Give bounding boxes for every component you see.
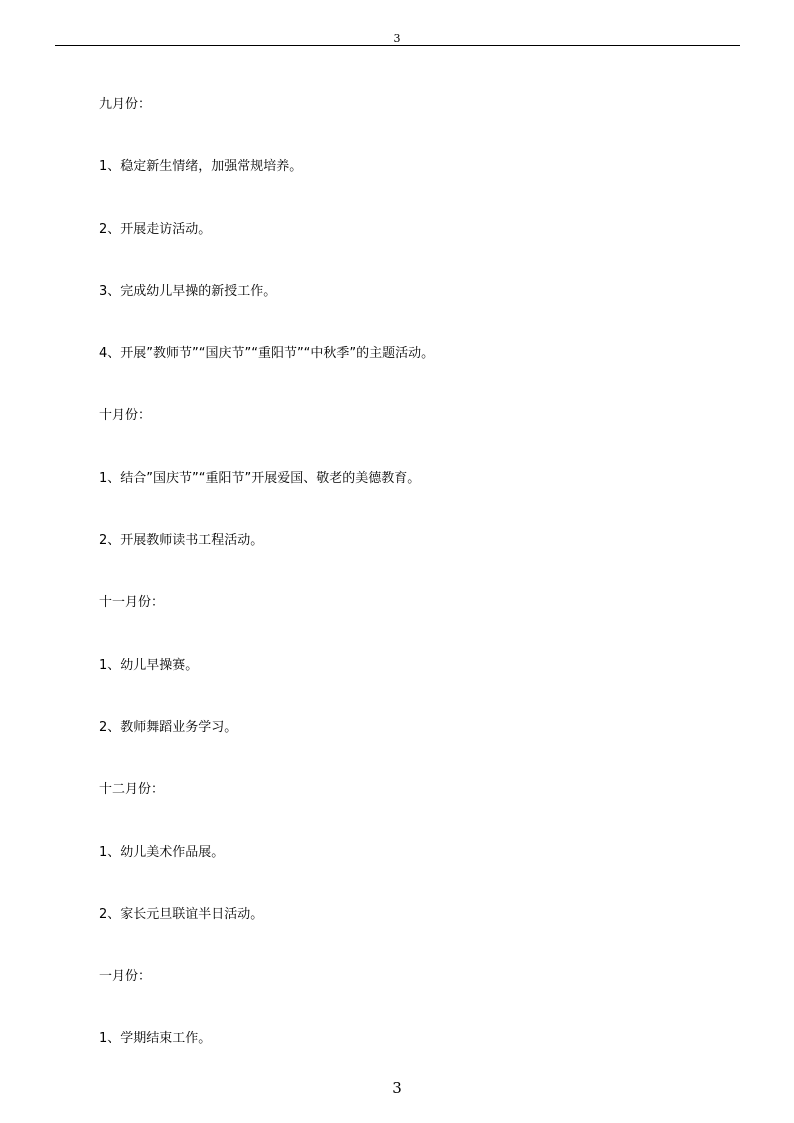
month-heading-november: 十一月份： bbox=[99, 595, 165, 611]
header-divider bbox=[55, 45, 740, 46]
list-item: 2、开展走访活动。 bbox=[99, 221, 212, 237]
month-heading-december: 十二月份： bbox=[99, 782, 165, 798]
header-page-number: 3 bbox=[393, 32, 401, 45]
list-item: 1、稳定新生情绪，加强常规培养。 bbox=[99, 159, 303, 175]
list-item: 4、开展”教师节”“国庆节”“重阳节”“中秋季”的主题活动。 bbox=[99, 346, 435, 362]
list-item: 2、教师舞蹈业务学习。 bbox=[99, 719, 238, 735]
list-item: 1、学期结束工作。 bbox=[99, 1031, 212, 1047]
month-heading-january: 一月份： bbox=[99, 969, 152, 985]
month-heading-october: 十月份： bbox=[99, 408, 152, 424]
list-item: 1、幼儿美术作品展。 bbox=[99, 844, 225, 860]
list-item: 2、家长元旦联谊半日活动。 bbox=[99, 906, 264, 922]
list-item: 1、幼儿早操赛。 bbox=[99, 657, 199, 673]
list-item: 3、完成幼儿早操的新授工作。 bbox=[99, 283, 277, 299]
month-heading-september: 九月份： bbox=[99, 97, 152, 112]
list-item: 2、开展教师读书工程活动。 bbox=[99, 533, 264, 549]
footer-page-number: 3 bbox=[392, 1079, 402, 1097]
document-body bbox=[99, 92, 739, 1089]
list-item: 1、结合”国庆节”“重阳节”开展爱国、敬老的美德教育。 bbox=[99, 470, 421, 486]
